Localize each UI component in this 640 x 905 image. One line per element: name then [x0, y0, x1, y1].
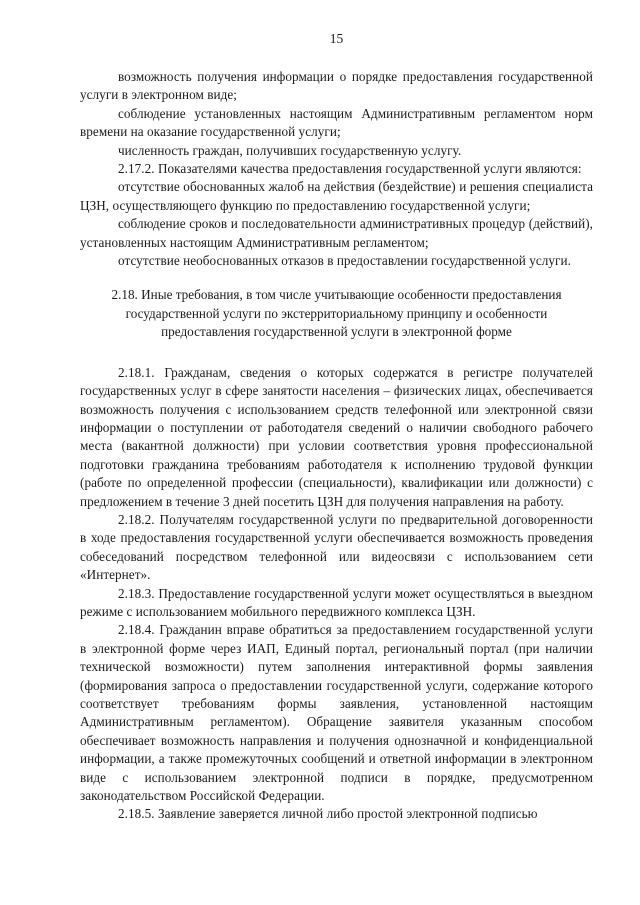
paragraph: отсутствие необоснованных отказов в предоставлении государственной услуги. — [118, 253, 571, 269]
paragraph: 2.18.2. Получателям государственной услуги по предварительной договоренности в ходе предоставления государственной услуги обеспечивается возможность проведения собеседований посредством телефонной или видеосвязи с использованием сети «Интернет». — [80, 511, 593, 583]
paragraph: возможность получения информации о порядке предоставления государственной услуги в электронном виде; — [80, 69, 593, 103]
paragraph: 2.18.3. Предоставление государственной услуги может осуществляться в выездном режиме с использованием мобильного передвижного комплекса ЦЗН. — [80, 585, 593, 619]
section-heading: 2.18. Иные требования, в том числе учитывающие особенности предоставления государственной услуги по экстерриториальному принципу и особенности предоставления государственной услуги в электронной форме — [111, 287, 562, 340]
paragraph: 2.17.2. Показателями качества предоставления государственной услуги являются: — [118, 161, 582, 177]
paragraph: соблюдение сроков и последовательности административных процедур (действий), установленных настоящим Административным регламентом; — [80, 216, 593, 250]
page-number: 15 — [329, 31, 344, 46]
paragraph: 2.18.1. Гражданам, сведения о которых содержатся в регистре получателей государственных услуг в сфере занятости населения – физических лицах, обеспечивается возможность получения с использованием средств телефонной или электронной связи информации о поступлении от работодателя сведений о наличии свободного рабочего места (вакантной должности) при условии соответствия уровня профессиональной подготовки гражданина требованиям работодателя к исполнению трудовой функции (работе по определенной профессии (специальности), квалификации или должности) с предложением в течение 3 дней посетить ЦЗН для получения направления на работу. — [80, 364, 593, 509]
paragraph: соблюдение установленных настоящим Административным регламентом норм времени на оказание государственной услуги; — [80, 105, 593, 140]
paragraph: 2.18.5. Заявление заверяется личной либо простой электронной подписью — [118, 806, 538, 822]
paragraph: численность граждан, получивших государственную услугу. — [118, 142, 462, 158]
paragraph: отсутствие обоснованных жалоб на действия (бездействие) и решения специалиста ЦЗН, осуществляющего функцию по предоставлению государственной услуги; — [80, 179, 593, 213]
paragraph: 2.18.4. Гражданин вправе обратиться за предоставлением государственной услуги в электронной форме через ИАП, Единый портал, региональный портал (при наличии технической возможности) путем заполнения интерактивной формы заявления (формирования запроса о предоставлении государственной услуги, содержание которого соответствует требованиям формы заявления, установленной настоящим Административным регламентом). Обращение заявителя указанным способом обеспечивает возможность направления и получения однозначной и конфиденциальной информации, а также промежуточных сообщений и ответной информации в электронном виде с использованием электронной подписи в порядке, предусмотренном законодательством Российской Федерации. — [80, 622, 593, 804]
